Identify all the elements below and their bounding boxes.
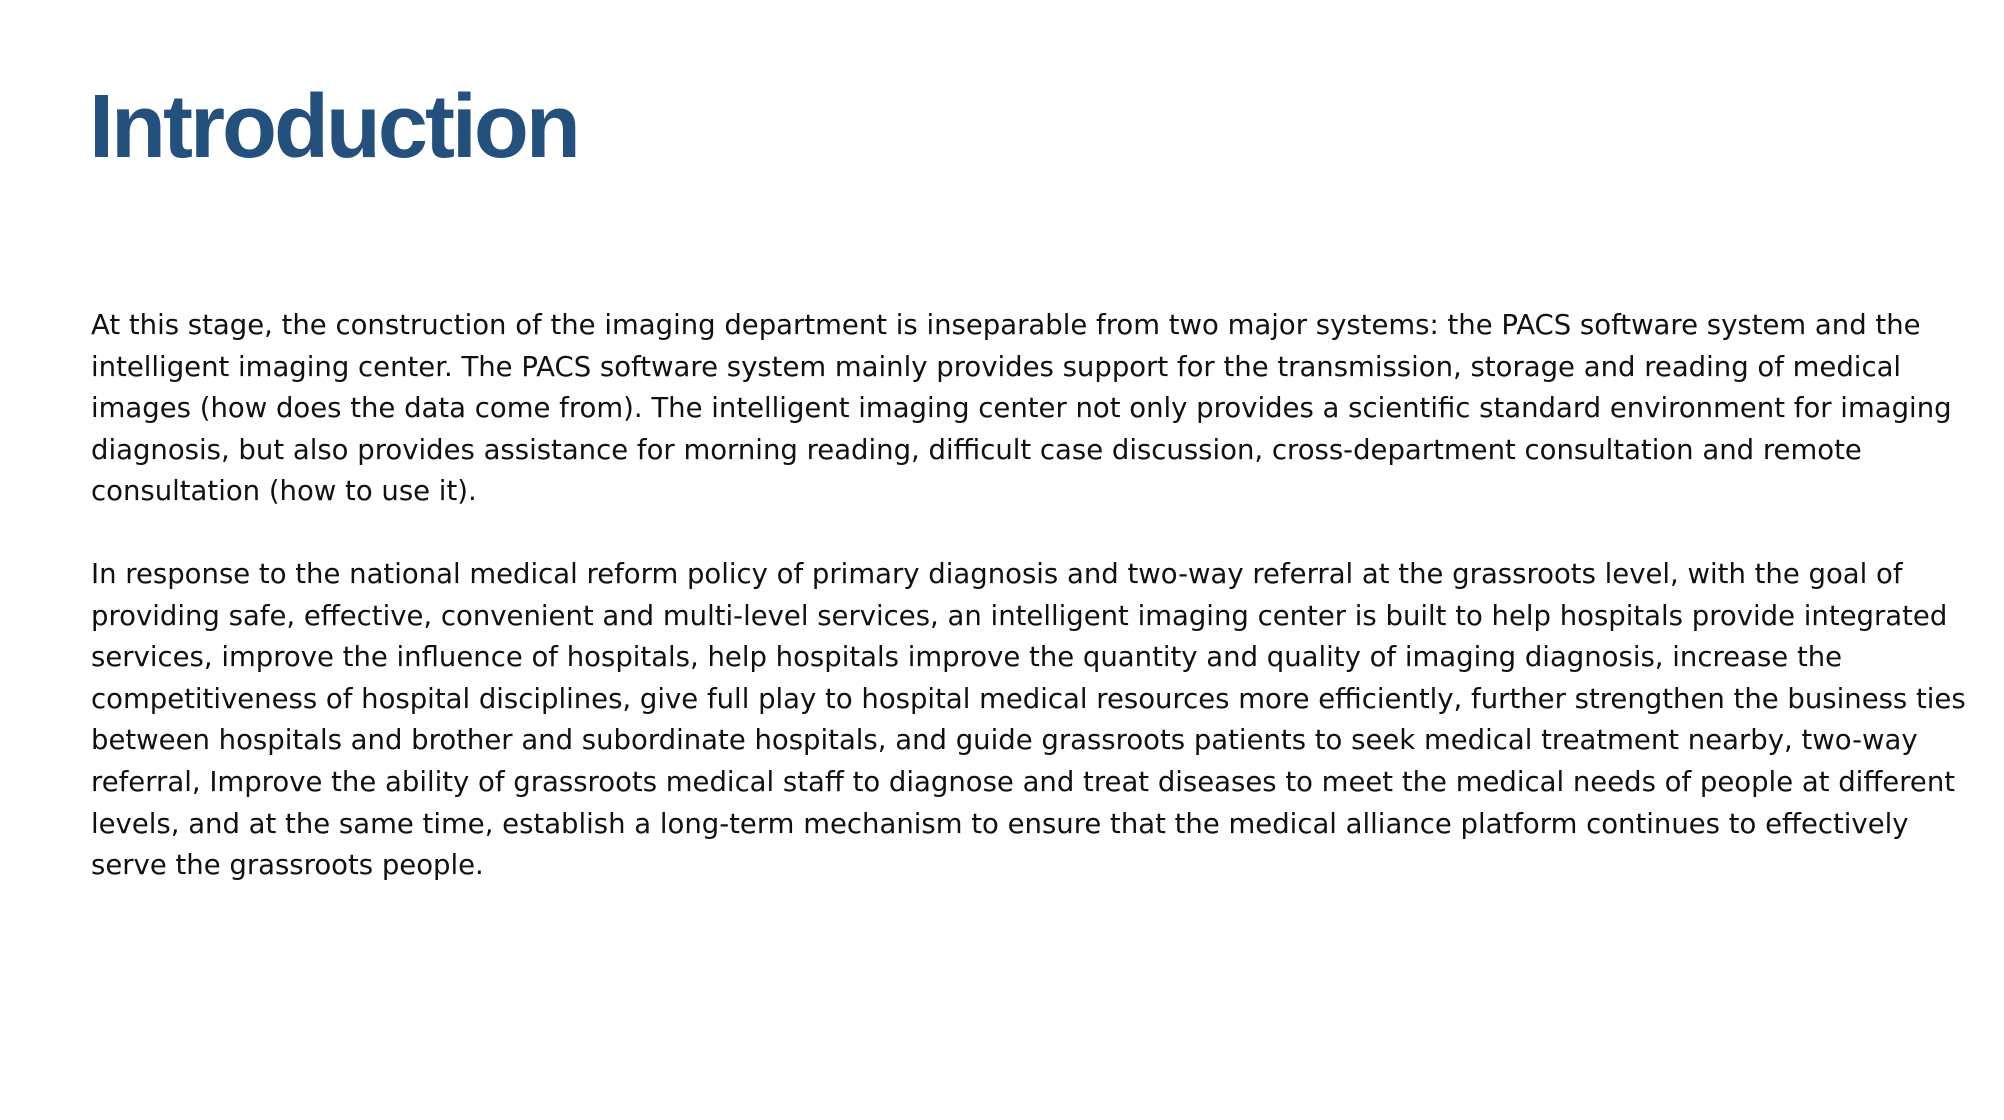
paragraph-policy: In response to the national medical reform policy of primary diagnosis and two-way referral at the grassroots level, with the goal of providing safe, effective, convenient and multi-level services, an intelligent imaging center is built to help hospitals provide integrated services, improve the influence of hospitals, help hospitals improve the quantity and quality of imaging diagnosis, increase the competitiveness of hospital disciplines, give full play to hospital medical resources more efficiently, further strengthen the business ties between hospitals and brother and subordinate hospitals, and guide grassroots patients to seek medical treatment nearby, two-way referral, Improve the ability of grassroots medical staff to diagnose and treat diseases to meet the medical needs of people at different levels, and at the same time, establish a long-term mechanism to ensure that the medical alliance platform continues to effectively serve the grassroots people. xyxy=(91,557,1966,882)
slide-title: Introduction xyxy=(89,77,578,177)
slide-body xyxy=(91,305,1966,928)
paragraph-intro: At this stage, the construction of the imaging department is inseparable from two major systems: the PACS software system and the intelligent imaging center. The PACS software system mainly provides support for the transmission, storage and reading of medical images (how does the data come from). The intelligent imaging center not only provides a scientific standard environment for imaging diagnosis, but also provides assistance for morning reading, difficult case discussion, cross-department consultation and remote consultation (how to use it). xyxy=(91,309,1952,508)
